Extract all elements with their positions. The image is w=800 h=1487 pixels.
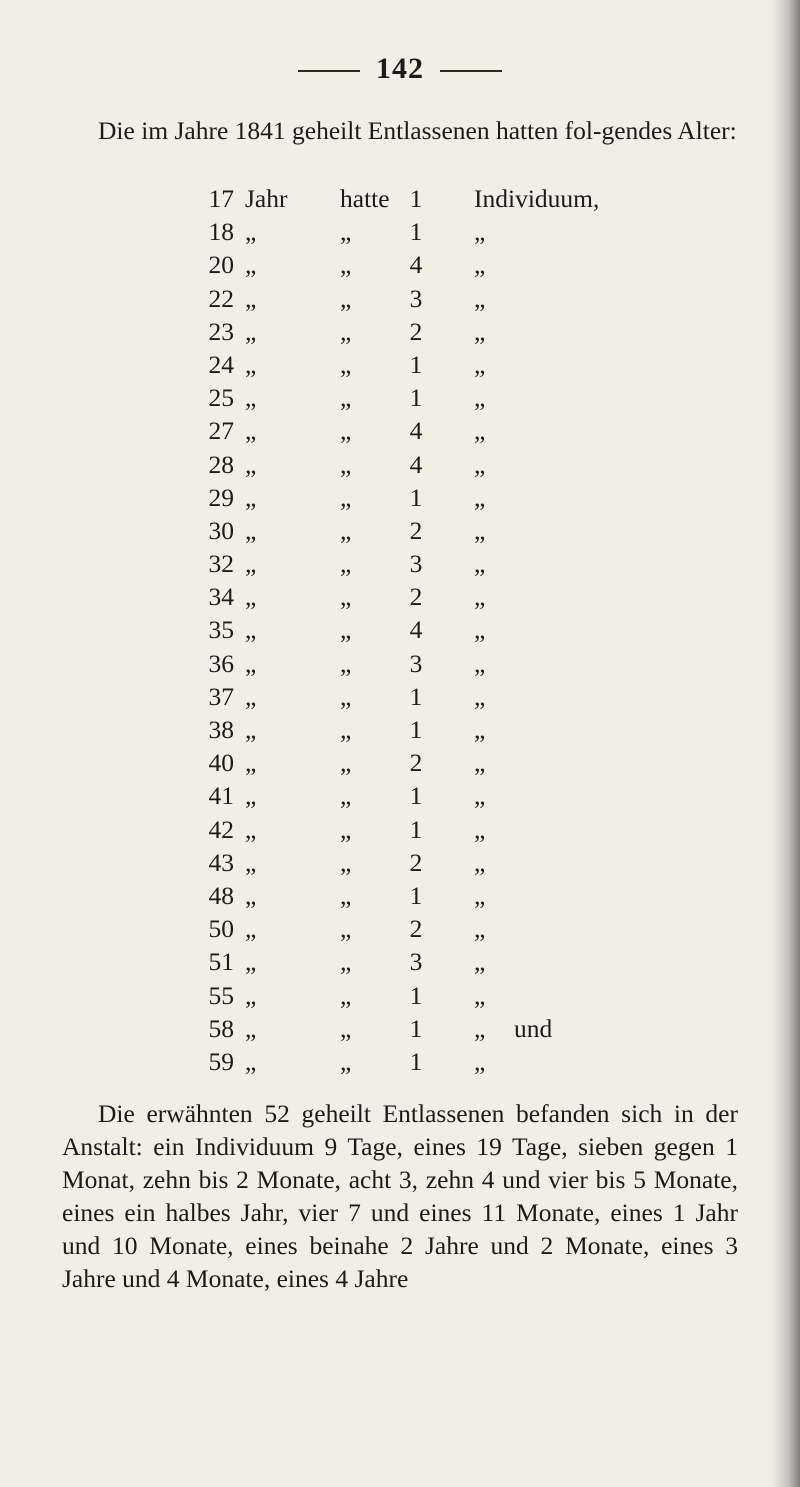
age-table bbox=[0, 182, 800, 1078]
table-row bbox=[0, 282, 800, 315]
table-row bbox=[0, 979, 800, 1012]
table-row bbox=[0, 580, 800, 613]
ditto-mark: „ bbox=[340, 515, 352, 545]
count-value: 1 bbox=[409, 217, 423, 247]
ditto-mark: „ bbox=[245, 681, 257, 711]
age-value: 55 bbox=[208, 980, 234, 1010]
ditto-mark: „ bbox=[340, 980, 352, 1010]
age-value: 27 bbox=[208, 416, 234, 446]
count-value: 4 bbox=[409, 449, 423, 479]
ditto-mark: „ bbox=[245, 1046, 257, 1076]
ditto-mark: „ bbox=[340, 847, 352, 877]
ditto-mark: „ bbox=[340, 449, 352, 479]
age-value: 40 bbox=[208, 748, 234, 778]
ditto-mark: „ bbox=[340, 914, 352, 944]
age-value: 23 bbox=[208, 316, 234, 346]
ditto-mark: „ bbox=[474, 1013, 486, 1043]
ditto-mark: „ bbox=[474, 383, 486, 413]
ditto-mark: „ bbox=[474, 582, 486, 612]
ditto-mark: „ bbox=[340, 482, 352, 512]
age-value: 24 bbox=[208, 349, 234, 379]
ditto-mark: „ bbox=[245, 847, 257, 877]
ditto-mark: „ bbox=[340, 615, 352, 645]
count-value: 1 bbox=[409, 383, 423, 413]
intro-paragraph: Die im Jahre 1841 geheilt Entlassenen hatten fol-gendes Alter: bbox=[98, 116, 737, 145]
ditto-mark: „ bbox=[474, 549, 486, 579]
individual-word: Individuum, bbox=[474, 184, 600, 213]
table-row bbox=[0, 448, 800, 481]
age-value: 22 bbox=[208, 283, 234, 313]
count-value: 2 bbox=[409, 847, 423, 877]
count-value: 1 bbox=[409, 349, 423, 379]
count-value: 1 bbox=[409, 1013, 423, 1043]
age-value: 36 bbox=[208, 648, 234, 678]
count-value: 1 bbox=[409, 482, 423, 512]
table-row bbox=[0, 414, 800, 447]
ditto-mark: „ bbox=[474, 482, 486, 512]
ditto-mark: „ bbox=[474, 1046, 486, 1076]
ditto-mark: „ bbox=[245, 383, 257, 413]
count-value: 1 bbox=[409, 781, 423, 811]
ditto-mark: „ bbox=[245, 250, 257, 280]
header-rule-right bbox=[440, 70, 502, 72]
header-rule-left bbox=[298, 70, 360, 72]
table-row bbox=[0, 547, 800, 580]
age-value: 41 bbox=[208, 781, 234, 811]
ditto-mark: „ bbox=[340, 582, 352, 612]
age-value: 34 bbox=[208, 582, 234, 612]
ditto-mark: „ bbox=[340, 814, 352, 844]
ditto-mark: „ bbox=[245, 582, 257, 612]
verb-word: hatte bbox=[340, 184, 390, 213]
page-header bbox=[0, 52, 800, 86]
age-value: 48 bbox=[208, 880, 234, 910]
age-value: 25 bbox=[208, 383, 234, 413]
ditto-mark: „ bbox=[340, 1013, 352, 1043]
age-value: 43 bbox=[208, 847, 234, 877]
count-value: 1 bbox=[409, 715, 423, 744]
age-value: 37 bbox=[208, 681, 234, 711]
ditto-mark: „ bbox=[474, 283, 486, 313]
ditto-mark: „ bbox=[474, 748, 486, 778]
age-value: 58 bbox=[208, 1013, 234, 1043]
age-value: 59 bbox=[208, 1046, 234, 1076]
ditto-mark: „ bbox=[245, 615, 257, 645]
table-row bbox=[0, 879, 800, 912]
ditto-mark: „ bbox=[340, 349, 352, 379]
ditto-mark: „ bbox=[245, 648, 257, 678]
table-row bbox=[0, 746, 800, 779]
ditto-mark: „ bbox=[474, 847, 486, 877]
ditto-mark: „ bbox=[340, 1046, 352, 1076]
ditto-mark: „ bbox=[245, 217, 257, 247]
conjunction-word: und bbox=[514, 1013, 553, 1043]
ditto-mark: „ bbox=[474, 648, 486, 678]
table-row bbox=[0, 945, 800, 978]
ditto-mark: „ bbox=[245, 1013, 257, 1043]
count-value: 1 bbox=[409, 880, 423, 910]
table-row bbox=[0, 846, 800, 879]
age-value: 28 bbox=[208, 449, 234, 479]
count-value: 2 bbox=[409, 582, 423, 612]
count-value: 3 bbox=[409, 648, 423, 678]
ditto-mark: „ bbox=[474, 416, 486, 446]
ditto-mark: „ bbox=[245, 283, 257, 313]
age-value: 38 bbox=[208, 715, 234, 744]
ditto-mark: „ bbox=[245, 880, 257, 910]
page-number: 142 bbox=[376, 52, 424, 85]
age-value: 20 bbox=[208, 250, 234, 280]
table-row bbox=[0, 348, 800, 381]
count-value: 4 bbox=[409, 250, 423, 280]
count-value: 2 bbox=[409, 748, 423, 778]
age-value: 35 bbox=[208, 615, 234, 645]
ditto-mark: „ bbox=[340, 947, 352, 977]
ditto-mark: „ bbox=[474, 615, 486, 645]
count-value: 1 bbox=[409, 980, 423, 1010]
ditto-mark: „ bbox=[474, 349, 486, 379]
table-row bbox=[0, 713, 800, 746]
ditto-mark: „ bbox=[474, 715, 486, 744]
ditto-mark: „ bbox=[245, 748, 257, 778]
ditto-mark: „ bbox=[245, 814, 257, 844]
table-row bbox=[0, 182, 800, 215]
ditto-mark: „ bbox=[474, 947, 486, 977]
age-value: 18 bbox=[208, 217, 234, 247]
ditto-mark: „ bbox=[245, 914, 257, 944]
ditto-mark: „ bbox=[245, 482, 257, 512]
age-value: 42 bbox=[208, 814, 234, 844]
table-row bbox=[0, 912, 800, 945]
table-row bbox=[0, 248, 800, 281]
ditto-mark: „ bbox=[474, 681, 486, 711]
ditto-mark: „ bbox=[340, 316, 352, 346]
ditto-mark: „ bbox=[340, 383, 352, 413]
count-value: 3 bbox=[409, 283, 423, 313]
ditto-mark: „ bbox=[340, 715, 352, 744]
ditto-mark: „ bbox=[474, 914, 486, 944]
ditto-mark: „ bbox=[340, 648, 352, 678]
age-value: 29 bbox=[208, 482, 234, 512]
ditto-mark: „ bbox=[245, 947, 257, 977]
table-row bbox=[0, 779, 800, 812]
count-value: 1 bbox=[409, 1046, 423, 1076]
outro-paragraph: Die erwähnten 52 geheilt Entlassenen befanden sich in der Anstalt: ein Individuum 9 Tage, eines 19 Tage, sieben gegen 1 Monat, zehn bis 2 Monate, acht 3, zehn 4 und vier bis 5 Monate, eines ein halbes Jahr, vier 7 und eines 11 Monate, eines 1 Jahr und 10 Monate, eines beinahe 2 Jahre und 2 Monate, eines 3 Jahre und 4 Monate, eines 4 Jahre bbox=[62, 1099, 738, 1293]
ditto-mark: „ bbox=[340, 781, 352, 811]
count-value: 1 bbox=[409, 184, 423, 213]
ditto-mark: „ bbox=[474, 250, 486, 280]
ditto-mark: „ bbox=[245, 549, 257, 579]
ditto-mark: „ bbox=[245, 316, 257, 346]
ditto-mark: „ bbox=[474, 880, 486, 910]
ditto-mark: „ bbox=[474, 316, 486, 346]
count-value: 1 bbox=[409, 681, 423, 711]
ditto-mark: „ bbox=[245, 980, 257, 1010]
ditto-mark: „ bbox=[340, 416, 352, 446]
age-value: 30 bbox=[208, 515, 234, 545]
ditto-mark: „ bbox=[340, 217, 352, 247]
age-value: 51 bbox=[208, 947, 234, 977]
ditto-mark: „ bbox=[340, 748, 352, 778]
table-row bbox=[0, 813, 800, 846]
count-value: 2 bbox=[409, 316, 423, 346]
ditto-mark: „ bbox=[245, 416, 257, 446]
count-value: 1 bbox=[409, 814, 423, 844]
table-row bbox=[0, 680, 800, 713]
age-unit-word: Jahr bbox=[245, 184, 288, 213]
ditto-mark: „ bbox=[474, 449, 486, 479]
ditto-mark: „ bbox=[340, 880, 352, 910]
age-value: 50 bbox=[208, 914, 234, 944]
age-value: 17 bbox=[208, 184, 234, 213]
ditto-mark: „ bbox=[474, 515, 486, 545]
age-value: 32 bbox=[208, 549, 234, 579]
ditto-mark: „ bbox=[474, 980, 486, 1010]
table-row bbox=[0, 1012, 800, 1045]
table-row bbox=[0, 613, 800, 646]
count-value: 4 bbox=[409, 416, 423, 446]
table-row bbox=[0, 315, 800, 348]
count-value: 3 bbox=[409, 549, 423, 579]
ditto-mark: „ bbox=[245, 449, 257, 479]
ditto-mark: „ bbox=[474, 781, 486, 811]
count-value: 4 bbox=[409, 615, 423, 645]
table-row bbox=[0, 1045, 800, 1078]
count-value: 2 bbox=[409, 515, 423, 545]
table-row bbox=[0, 215, 800, 248]
ditto-mark: „ bbox=[245, 781, 257, 811]
ditto-mark: „ bbox=[245, 715, 257, 744]
ditto-mark: „ bbox=[245, 515, 257, 545]
ditto-mark: „ bbox=[245, 349, 257, 379]
table-row bbox=[0, 647, 800, 680]
ditto-mark: „ bbox=[474, 217, 486, 247]
ditto-mark: „ bbox=[340, 549, 352, 579]
count-value: 2 bbox=[409, 914, 423, 944]
count-value: 3 bbox=[409, 947, 423, 977]
table-row bbox=[0, 381, 800, 414]
table-row bbox=[0, 481, 800, 514]
ditto-mark: „ bbox=[340, 681, 352, 711]
ditto-mark: „ bbox=[474, 814, 486, 844]
ditto-mark: „ bbox=[340, 283, 352, 313]
table-row bbox=[0, 514, 800, 547]
ditto-mark: „ bbox=[340, 250, 352, 280]
